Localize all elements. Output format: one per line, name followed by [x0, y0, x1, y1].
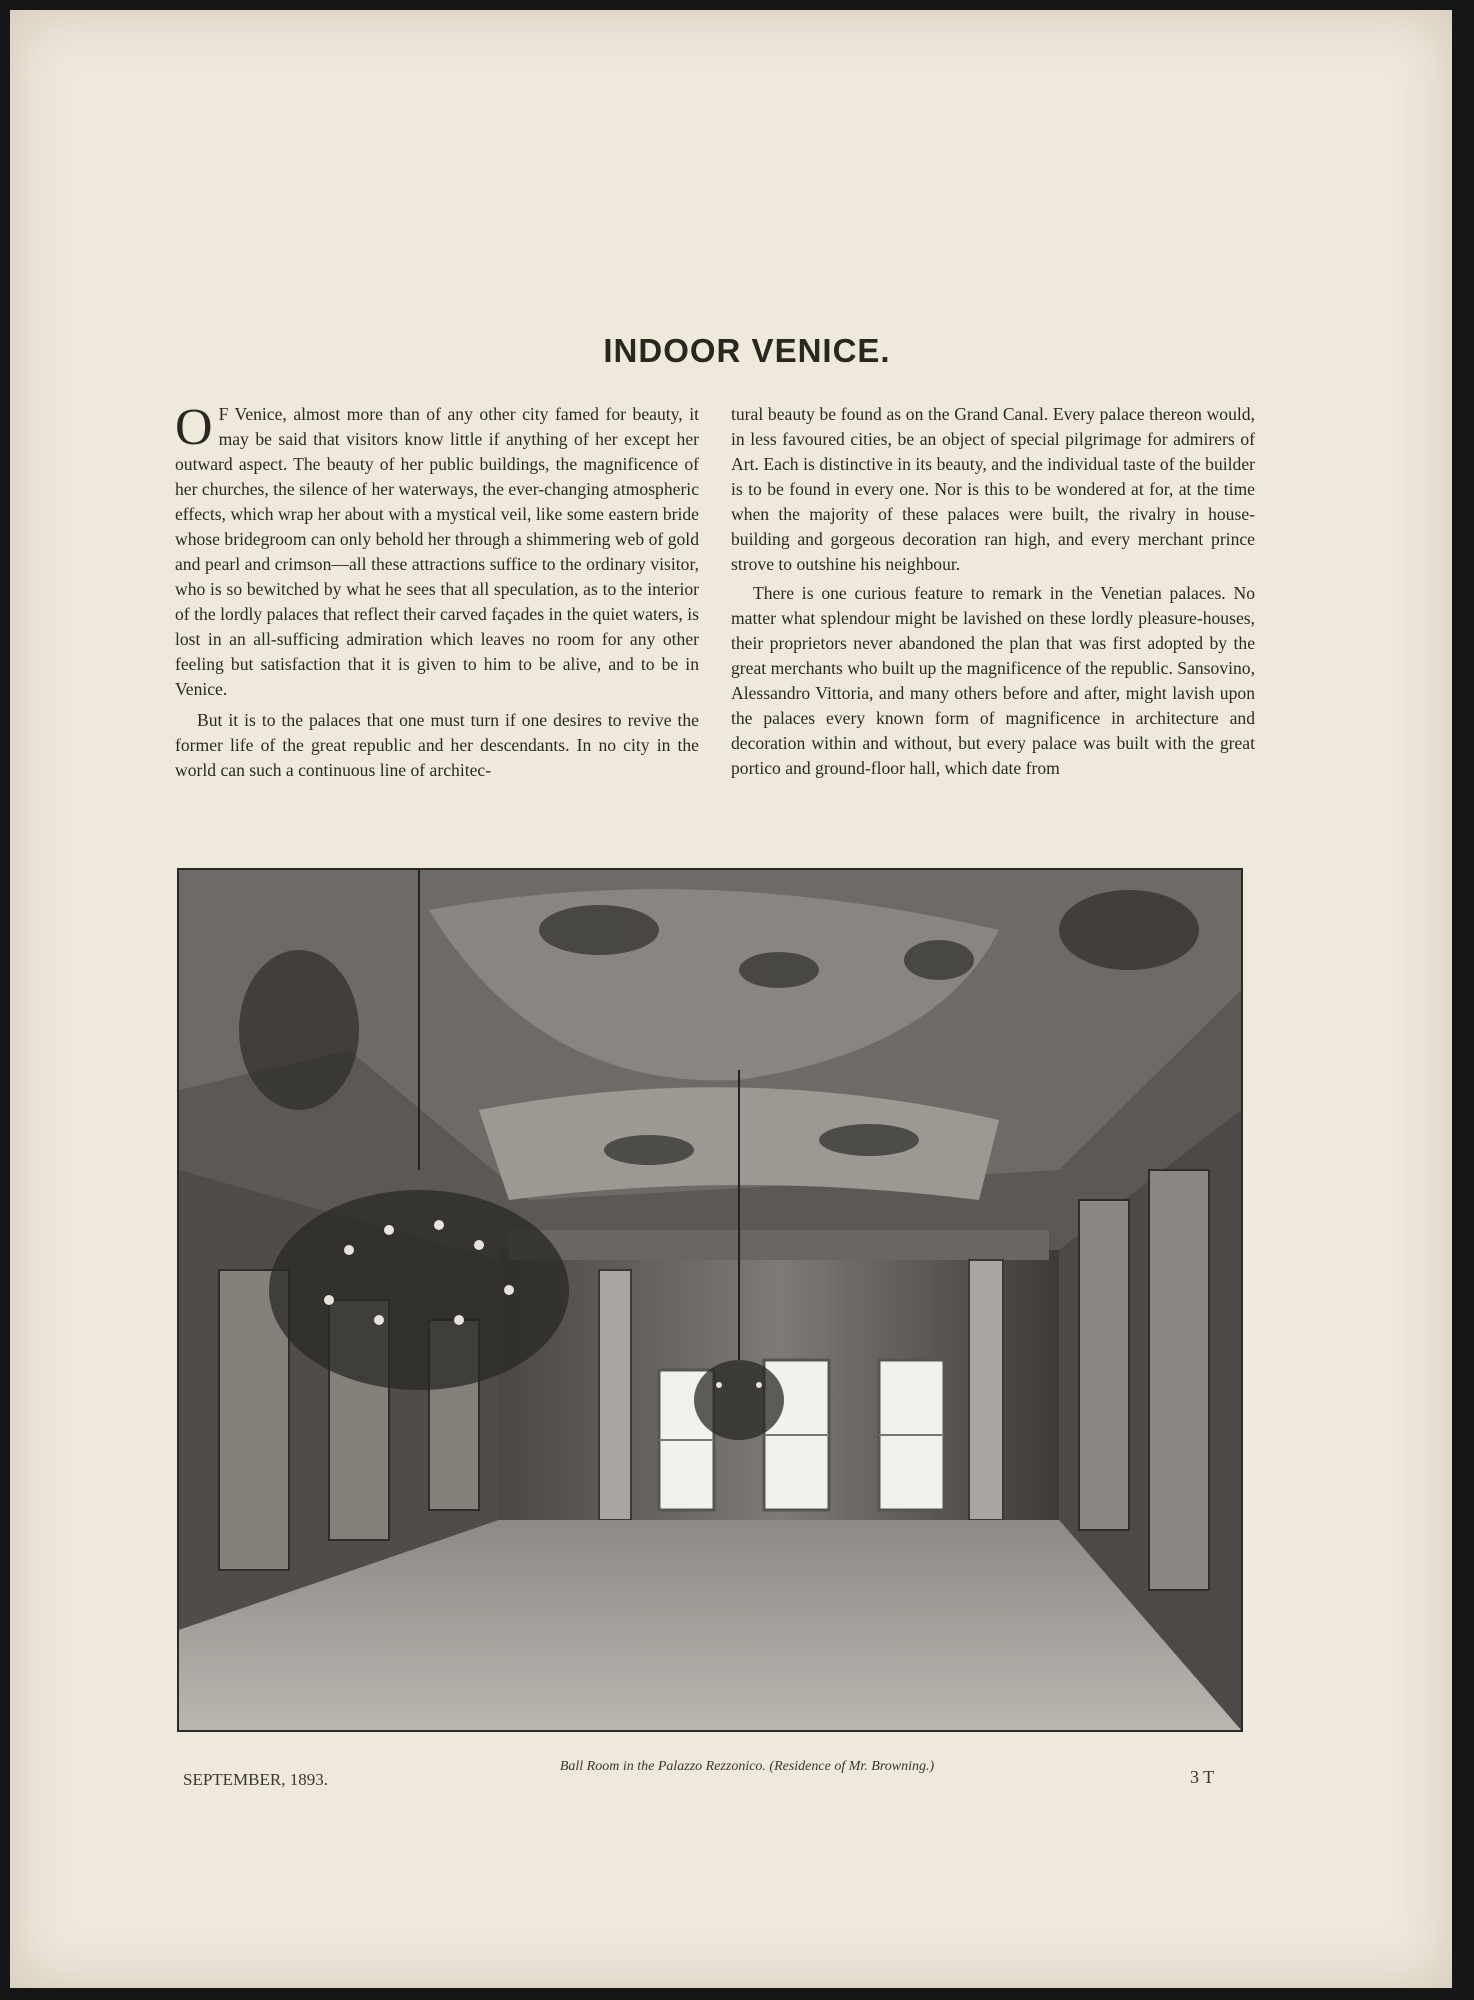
paragraph: There is one curious feature to remark in the Venetian palaces. No matter what splendour might be lavished on these lordly pleasure-houses, their proprietors never abandoned the plan that was first adopted by the great merchants who built up the magnificence of the republic. Sansovino, Alessandro Vittoria, and many others before and after, might lavish upon the palaces every known form of magnificence in architecture and decoration within and without, but every palace was built with the great portico and ground-floor hall, which date from [731, 583, 1255, 778]
left-column [175, 399, 699, 783]
ballroom-photograph [177, 868, 1243, 1732]
paragraph: But it is to the palaces that one must turn if one desires to revive the former life of the great republic and her descendants. In no city in the world can such a continuous line of architec- [175, 710, 699, 780]
page [10, 10, 1452, 1988]
paragraph-text: F Venice, almost more than of any other city famed for beauty, it may be said that visitors know little if anything of her except her outward aspect. The beauty of her public buildings, the magnificence of her churches, the silence of her waterways, the ever-changing atmospheric effects, which wrap her about with a mystical veil, like some eastern bride whose bridegroom can only behold her through a shimmering web of gold and pearl and crimson—all these attractions suffice to the ordinary visitor, who is so bewitched by what he sees that all speculation, as to the interior of the lordly palaces that reflect their carved façades in the quiet waters, is lost in an all-sufficing admiration which leaves no room for any other feeling but satisfaction that it is given to him to be alive, and to be in Venice. [175, 404, 699, 699]
paragraph: tural beauty be found as on the Grand Canal. Every palace thereon would, in less favoured cities, be an object of special pilgrimage for admirers of Art. Each is distinctive in its beauty, and the individual taste of the builder is to be found in every one. Nor is this to be wondered at for, at the time when the majority of these palaces were built, the rivalry in house-building and gorgeous decoration ran high, and every merchant prince strove to outshine his neighbour. [731, 404, 1255, 574]
drop-cap: O [175, 399, 213, 456]
issue-date: SEPTEMBER, 1893. [183, 1770, 328, 1789]
ballroom-illustration [179, 870, 1241, 1730]
paragraph [175, 399, 699, 702]
right-column [731, 402, 1255, 781]
article-title: INDOOR VENICE. [603, 332, 891, 369]
page-number: 3 T [1190, 1767, 1215, 1787]
figure-caption: Ball Room in the Palazzo Rezzonico. (Residence of Mr. Browning.) [559, 1759, 935, 1774]
